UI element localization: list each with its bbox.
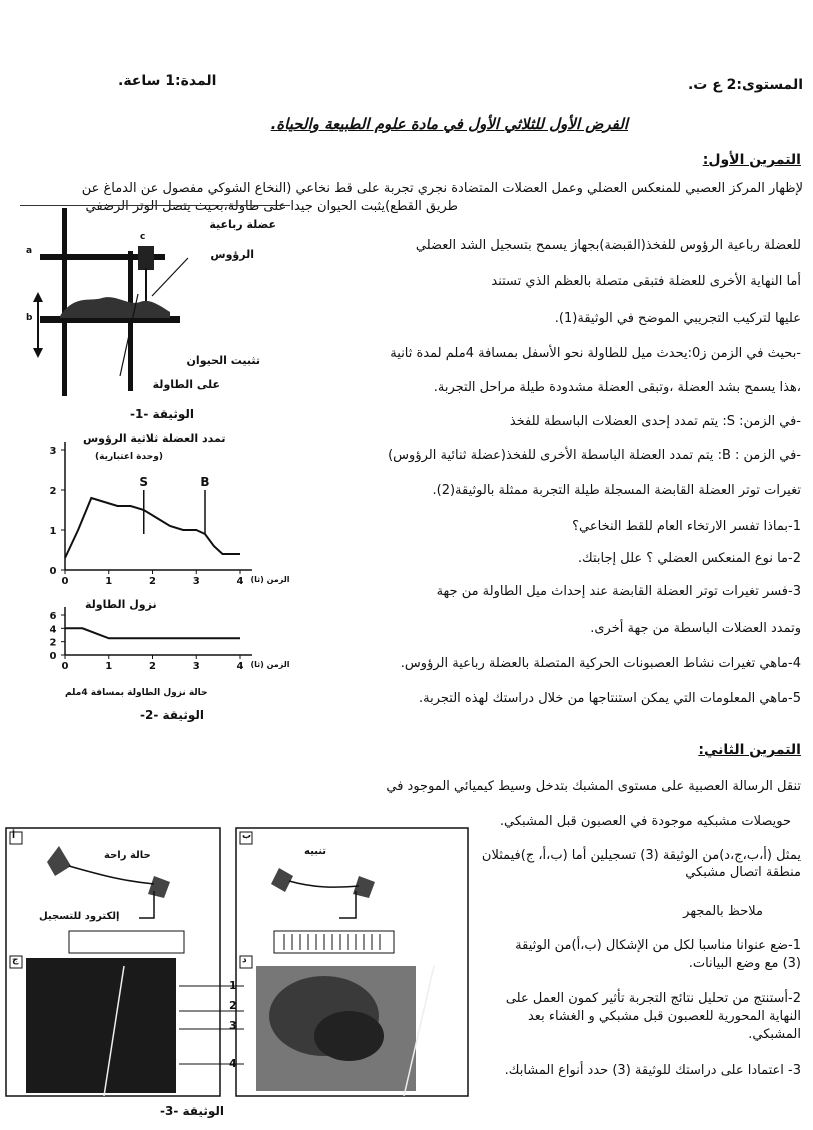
label-heads: الرؤوس [210,248,254,261]
stim-label: تنبيه [304,846,327,857]
x-tick-label: 2 [149,576,156,587]
x-axis-label: الزمن (ثا) [250,660,290,669]
ex1-line: 3-فسر تغيرات توتر العضلة القابضة عند إحداث ميل الطاولة من جهة [436,584,801,599]
ex2-line: (3) مع وضع البيانات. [688,956,801,971]
ex1-line: 1-بماذا تفسر الارتخاء العام للقط النخاعي؟ [572,519,801,534]
ex2-line: يمثل (أ،ب،ج،د)من الوثيقة (3) تسجيلين أما (ب،أ، ج)فيمثلان [481,848,801,863]
doc2-caption: الوثيقة -2- [140,708,204,722]
x-tick-label: 4 [236,661,244,672]
series-line [65,628,240,638]
ex1-line: 5-ماهي المعلومات التي يمكن استنتاجها من خلال دراستك لهذه التجربة. [419,691,801,706]
ex2-heading: التمرين الثاني: [698,742,801,758]
ex1-line: -في الزمن: S: يتم تمدد إحدى العضلات الباسطة للفخذ [509,414,801,429]
chart-bot-title: نزول الطاولة [85,598,157,611]
doc3-caption: الوثيقة -3- [160,1104,224,1118]
b-marker: B [200,475,210,489]
series-line [65,498,240,558]
y-tick-label: 0 [49,651,57,662]
y-tick-label: 3 [49,446,57,457]
ex2-line: 3- اعتمادا على دراستك للوثيقة (3) حدد أنواع المشابك. [504,1063,801,1078]
doc3-figure [4,826,484,1098]
ex2-line: 1-ضع عنوانا مناسبا لكل من الإشكال (ب،أ)من الوثيقة [515,938,801,953]
num-1: 1 [229,979,237,992]
s-marker: S [139,475,149,489]
x-tick-label: 0 [61,661,69,672]
label-a: a [26,246,33,256]
doc1-figure [20,205,290,404]
ex1-line: 2-ما نوع المنعكس العضلي ؟ علل إجابتك. [577,551,801,566]
doc2-figure [25,430,295,710]
x-tick-label: 2 [149,661,156,672]
y-tick-label: 2 [49,637,57,649]
chart-top-title: تمدد العضلة ثلاثية الرؤوس [83,432,226,445]
ex1-line: -بحيث في الزمن ز0:يحدث ميل للطاولة نحو الأسفل بمسافة 4ملم لمدة ثانية [390,346,801,361]
y-tick-label: 1 [49,526,57,537]
label-b: b [26,313,33,323]
rest-label: حالة راحة [104,850,151,861]
ex1-line: تغيرات توتر العضلة القابضة المسجلة طيلة التجربة ممثلة بالوثيقة(2). [432,483,801,498]
ex2-line: ملاحظ بالمجهر [683,904,763,919]
ex2-line: حويصلات مشبكيه موجودة في العصبون قبل المشبكي. [499,814,791,829]
y-tick-label: 6 [49,611,57,622]
num-2: 2 [229,999,237,1012]
y-tick-label: 0 [49,566,57,577]
chart-bot-note: حالة نزول الطاولة بمسافة 4ملم [65,688,208,698]
label-c: c [140,232,146,242]
chart-top-unit: (وحدة اعتبارية) [95,452,163,462]
ex1-line: -في الزمن : B: يتم تمدد العضلة الباسطة الأخرى للفخذ(عضلة ثنائية الرؤوس) [388,448,801,463]
ex1-line: طريق القطع)يثبت الحيوان جيدا على طاولة،بحيث يتصل الوتر الرضفي [85,199,458,214]
ex1-line: وتمدد العضلات الباسطة من جهة أخرى. [590,621,801,636]
panel-label-b: ب [242,831,252,841]
panel-label-a: أ [12,831,16,841]
ex1-line: للعضلة رباعية الرؤوس للفخذ(القبضة)بجهاز يسمح بتسجيل الشد العضلي [415,238,801,253]
y-tick-label: 4 [49,624,57,636]
ex1-line: ،هذا يسمح بشد العضلة ،وتبقى العضلة مشدودة طيلة مراحل التجربة. [433,380,801,395]
apparatus-drawing [20,206,290,404]
x-tick-label: 3 [192,661,200,672]
label-table: على الطاولة [152,378,220,391]
x-tick-label: 3 [192,576,200,587]
ex2-line: 2-أستنتج من تحليل نتائج التجربة تأثير كمون العمل على [505,991,801,1006]
duration-label: المدة:1 ساعة. [118,73,217,89]
num-4: 4 [229,1057,237,1070]
x-tick-label: 0 [61,576,69,587]
x-tick-label: 1 [105,661,113,672]
page-title: الفرض الأول للثلاثي الأول في مادة علوم الطبيعة والحياة. [270,115,628,133]
x-tick-label: 1 [105,576,113,587]
panel-label-d: د [242,955,247,965]
x-tick-label: 4 [236,576,244,587]
panel-label-c: ج [12,955,19,965]
doc1-caption: الوثيقة -1- [130,407,194,421]
label-fix: تثبيت الحيوان [186,354,260,367]
ex1-heading: التمرين الأول: [702,152,801,168]
num-3: 3 [229,1019,237,1032]
ex2-line: النهاية المحورية للعصبون قبل مشبكي و الغشاء بعد [527,1009,801,1024]
ex2-line: تنقل الرسالة العصبية على مستوى المشبك بتدخل وسيط كيميائي الموجود في [386,779,801,794]
label-muscle: عضلة رباعية [209,218,276,231]
y-tick-label: 2 [49,486,57,497]
ex1-line: 4-ماهي تغيرات نشاط العصبونات الحركية المتصلة بالعضلة رباعية الرؤوس. [400,656,801,671]
doc2-charts [25,430,295,710]
ex1-line: لإظهار المركز العصبي للمنعكس العضلي وعمل العضلات المتضادة نجري تجربة على قط نخاعي (النخاع الشوكي مفصول عن الدماغ عن [81,181,803,196]
ex2-line: منطقة اتصال مشبكي [685,865,801,880]
electrode-label: إلكترود للتسجيل [39,911,120,922]
level-label: المستوى:2 ع ت. [687,77,803,93]
ex2-line: المشبكي. [748,1027,801,1042]
ex1-line: عليها لتركيب التجريبي الموضح في الوثيقة(1). [554,311,801,326]
ex1-line: أما النهاية الأخرى للعضلة فتبقى متصلة بالعظم الذي تستند [491,274,801,289]
x-axis-label: الزمن (ثا) [250,575,290,584]
